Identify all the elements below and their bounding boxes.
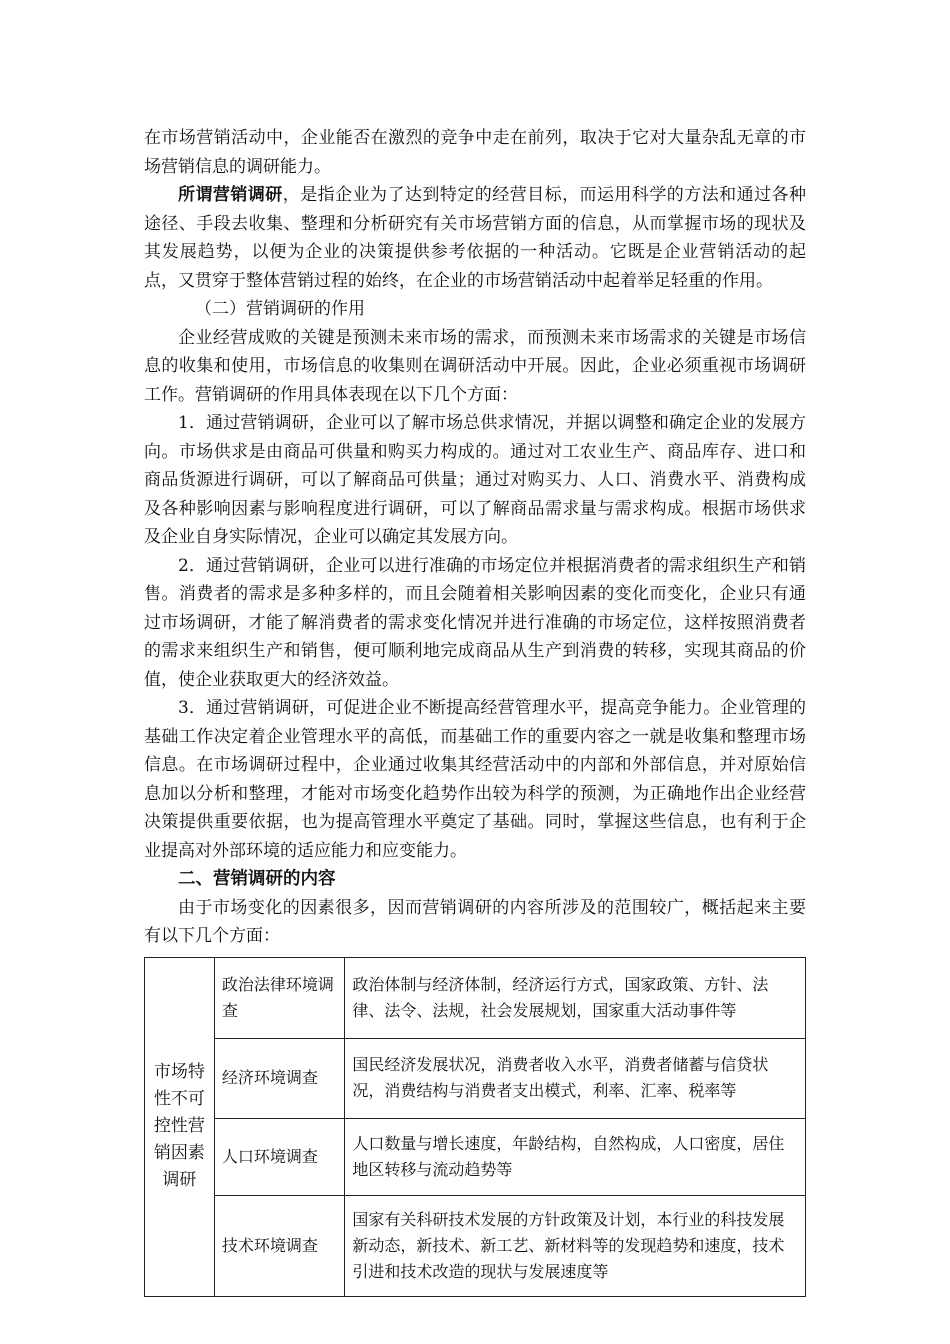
document-page	[144, 124, 806, 1297]
table-row	[145, 1118, 806, 1195]
sub-heading: （二）营销调研的作用	[195, 299, 365, 319]
table-row	[145, 957, 806, 1038]
env-cell: 政治法律环境调查	[214, 957, 345, 1038]
category-cell: 市场特性不可控性营销因素调研	[145, 957, 215, 1296]
desc-cell: 人口数量与增长速度，年龄结构，自然构成，人口密度，居住地区转移与流动趋势等	[345, 1118, 806, 1195]
paragraph-definition	[144, 181, 806, 295]
definition-term: 所谓营销调研	[178, 185, 283, 205]
table-row	[145, 1195, 806, 1296]
env-cell: 技术环境调查	[214, 1195, 345, 1296]
definition-text: ，是指企业为了达到特定的经营目标，而运用科学的方法和通过各种途径、手段去收集、整理和分析研究有关市场营销方面的信息，从而掌握市场的现状及其发展趋势，以便为企业的决策提供参考依据的一种活动。它既是企业营销活动的起点，又贯穿于整体营销过程的始终，在企业的市场营销活动中起着举足轻重的作用。	[144, 185, 807, 291]
paragraph-point-2: 2．通过营销调研，企业可以进行准确的市场定位并根据消费者的需求组织生产和销售。消费者的需求是多种多样的，而且会随着相关影响因素的变化而变化，企业只有通过市场调研，才能了解消费者的需求变化情况并进行准确的市场定位，这样按照消费者的需求来组织生产和销售，便可顺利地完成商品从生产到消费的转移，实现其商品的价值，使企业获取更大的经济效益。	[144, 555, 806, 690]
paragraph-role-intro: 企业经营成败的关键是预测未来市场的需求，而预测未来市场需求的关键是市场信息的收集和使用，市场信息的收集则在调研活动中开展。因此，企业必须重视市场调研工作。营销调研的作用具体表现在以下几个方面：	[144, 327, 806, 405]
desc-cell: 国民经济发展状况，消费者收入水平，消费者储蓄与信贷状况，消费结构与消费者支出模式，利率、汇率、税率等	[345, 1038, 806, 1118]
paragraph-intro: 在市场营销活动中，企业能否在激烈的竞争中走在前列，取决于它对大量杂乱无章的市场营销信息的调研能力。	[144, 128, 806, 177]
research-content-table	[144, 957, 806, 1297]
section-heading: 二、营销调研的内容	[178, 869, 336, 889]
env-cell: 人口环境调查	[214, 1118, 345, 1195]
table-row	[145, 1038, 806, 1118]
paragraph-content-intro: 由于市场变化的因素很多，因而营销调研的内容所涉及的范围较广，概括起来主要有以下几个方面：	[144, 897, 806, 946]
paragraph-point-3: 3．通过营销调研，可促进企业不断提高经营管理水平，提高竞争能力。企业管理的基础工作决定着企业管理水平的高低，而基础工作的重要内容之一就是收集和整理市场信息。在市场调研过程中，企业通过收集其经营活动中的内部和外部信息，并对原始信息加以分析和整理，才能对市场变化趋势作出较为科学的预测，为正确地作出企业经营决策提供重要依据，也为提高管理水平奠定了基础。同时，掌握这些信息，也有利于企业提高对外部环境的适应能力和应变能力。	[144, 698, 806, 861]
desc-cell: 政治体制与经济体制，经济运行方式，国家政策、方针、法律、法令、法规，社会发展规划，国家重大活动事件等	[345, 957, 806, 1038]
env-cell: 经济环境调查	[214, 1038, 345, 1118]
desc-cell: 国家有关科研技术发展的方针政策及计划，本行业的科技发展新动态，新技术、新工艺、新材料等的发现趋势和速度，技术引进和技术改造的现状与发展速度等	[345, 1195, 806, 1296]
paragraph-point-1: 1．通过营销调研，企业可以了解市场总供求情况，并据以调整和确定企业的发展方向。市场供求是由商品可供量和购买力构成的。通过对工农业生产、商品库存、进口和商品货源进行调研，可以了解商品可供量；通过对购买力、人口、消费水平、消费构成及各种影响因素与影响程度进行调研，可以了解商品需求量与需求构成。根据市场供求及企业自身实际情况，企业可以确定其发展方向。	[144, 413, 806, 547]
